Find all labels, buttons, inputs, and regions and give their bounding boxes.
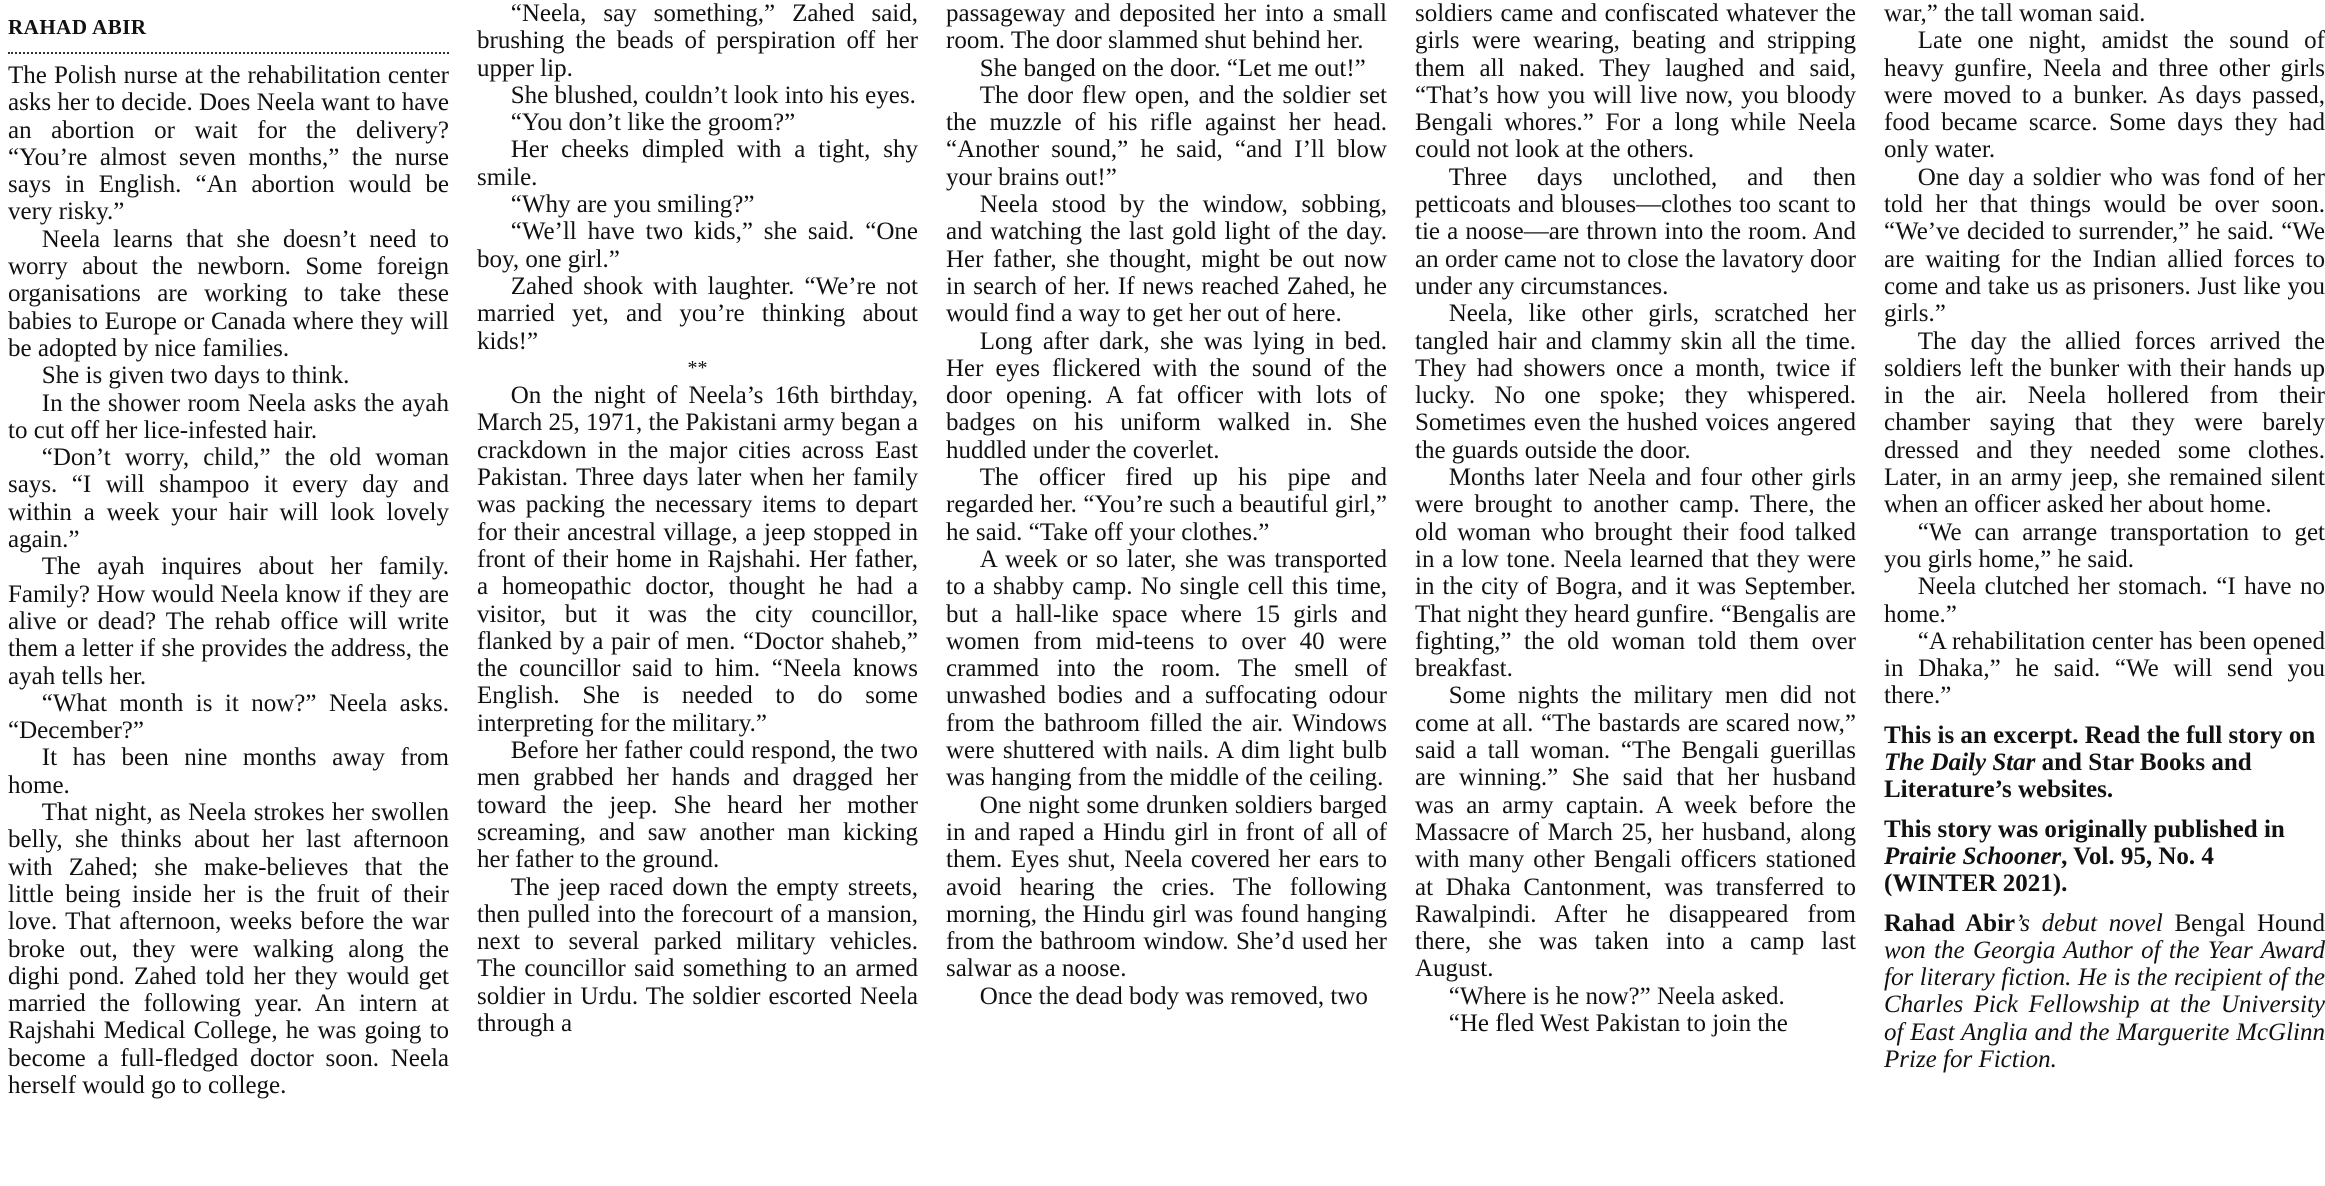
paragraph: It has been nine months away from home.	[8, 744, 449, 799]
paragraph: “He fled West Pakistan to join the	[1448, 1009, 1788, 1037]
column-3-body	[946, 0, 1387, 1010]
publication-note: This story was originally published in Prairie Schooner, Vol. 95, No. 4 (WINTER 2021).	[1884, 815, 2285, 898]
column-4	[1415, 0, 1856, 1186]
column-4-body	[1415, 0, 1856, 1037]
column-3	[946, 0, 1387, 1186]
article-page	[8, 0, 2325, 1186]
paragraph: The Polish nurse at the rehabilitation center asks her to decide. Does Neela want to have an abortion or wait for the delivery? “You’re almost seven months,” the nurse says in English. “An abortion would be very risky.”	[8, 62, 449, 226]
paragraph: The ayah inquires about her family. Family? How would Neela know if they are alive or dead? The rehab office will write them a letter if she provides the address, the ayah tells her.	[8, 553, 449, 690]
column-5-body	[1884, 0, 2325, 710]
paragraph: One day a soldier who was fond of her told her that things would be over soon. “We’ve decided to surrender,” he said. “We are waiting for the Indian allied forces to come and take us as prisoners. Just like you girls.”	[1884, 163, 2325, 328]
section-separator: **	[687, 356, 708, 379]
paragraph: Months later Neela and four other girls were brought to another camp. There, the old woman who brought their food talked in a low tone. Neela learned that they were in the city of Bogra, and it was September. That night they heard gunfire. “Bengalis are fighting,” the old woman told them over breakfast.	[1415, 464, 1856, 683]
paragraph: Some nights the military men did not come at all. “The bastards are scared now,” said a tall woman. “The Bengali guerillas are winning.” She said that her husband was an army captain. A week before the Massacre of March 25, her husband, along with many other Bengali officers stationed at Dhaka Cantonment, was transferred to Rawalpindi. After he disappeared from there, she was taken into a camp last August.	[1415, 682, 1856, 983]
column-2	[477, 0, 918, 1186]
column-2-body	[477, 0, 918, 1037]
paragraph: Long after dark, she was lying in bed. Her eyes flickered with the sound of the door opening. A fat officer with lots of badges on his uniform walked in. She huddled under the coverlet.	[946, 327, 1387, 464]
paragraph: war,” the tall woman said.	[1884, 0, 2146, 27]
paragraph: “Neela, say something,” Zahed said, brushing the beads of perspiration off her upper lip.	[477, 0, 918, 82]
paragraph: Neela stood by the window, sobbing, and watching the last gold light of the day. Her father, she thought, might be out now in search of her. If news reached Zahed, he would find a way to get her out of here.	[946, 191, 1387, 328]
paragraph: Zahed shook with laughter. “We’re not married yet, and you’re thinking about kids!”	[477, 272, 918, 355]
paragraph: Neela learns that she doesn’t need to worry about the newborn. Some foreign organisations are working to take these babies to Europe or Canada where they will be adopted by nice families.	[8, 225, 449, 362]
paragraph: “We’ll have two kids,” she said. “One boy, one girl.”	[477, 218, 918, 273]
paragraph: “A rehabilitation center has been opened in Dhaka,” he said. “We will send you there.”	[1884, 627, 2325, 710]
author-byline: RAHAD ABIR	[8, 0, 449, 54]
paragraph: “We can arrange transportation to get you girls home,” he said.	[1884, 518, 2325, 573]
paragraph: That night, as Neela strokes her swollen belly, she thinks about her last afternoon with Zahed; she make-believes that the little being inside her is the fruit of their love. That afternoon, weeks before the war broke out, they were walking along the dighi pond. Zahed told her they would get married the following year. An intern at Rajshahi Medical College, he was going to become a full-fledged doctor soon. Neela herself would go to college.	[8, 799, 449, 1099]
paragraph: “What month is it now?” Neela asks. “December?”	[8, 689, 449, 745]
column-1	[8, 0, 449, 1186]
paragraph: One night some drunken soldiers barged in and raped a Hindu girl in front of all of them. Eyes shut, Neela covered her ears to avoid hearing the cries. The following morning, the Hindu girl was found hanging from the bathroom window. She’d used her salwar as a noose.	[946, 791, 1387, 983]
paragraph: Before her father could respond, the two men grabbed her hands and dragged her toward the jeep. She heard her mother screaming, and saw another man kicking her father to the ground.	[477, 737, 918, 874]
paragraph: Neela clutched her stomach. “I have no home.”	[1884, 573, 2325, 628]
paragraph: Her cheeks dimpled with a tight, shy smile.	[477, 136, 918, 191]
paragraph: The officer fired up his pipe and regarded her. “You’re such a beautiful girl,” he said. “Take off your clothes.”	[946, 464, 1387, 546]
column-5	[1884, 0, 2325, 1186]
paragraph: She banged on the door. “Let me out!”	[979, 54, 1366, 82]
paragraph: She is given two days to think.	[41, 362, 350, 390]
paragraph: “You don’t like the groom?”	[510, 109, 796, 137]
paragraph: Late one night, amidst the sound of heavy gunfire, Neela and three other girls were moved to a bunker. As days passed, food became scarce. Some days they had only water.	[1884, 27, 2325, 164]
paragraph: The day the allied forces arrived the soldiers left the bunker with their hands up in the air. Neela hollered from their chamber saying that they were barely dressed and they needed some clothes. Later, in an army jeep, she remained silent when an officer asked her about home.	[1884, 327, 2325, 519]
paragraph: She blushed, couldn’t look into his eyes.	[510, 81, 916, 109]
paragraph: “Don’t worry, child,” the old woman says. “I will shampoo it every day and within a week your hair will look lovely again.”	[8, 444, 449, 554]
paragraph: “Where is he now?” Neela asked.	[1448, 982, 1785, 1010]
author-bio: Rahad Abir’s debut novel Bengal Hound won the Georgia Author of the Year Award for literary fiction. He is the recipient of the Charles Pick Fellowship at the University of East Anglia and the Marguerite McGlinn Prize for Fiction.	[1884, 909, 2325, 1073]
paragraph: Once the dead body was removed, two	[979, 982, 1368, 1010]
paragraph: Three days unclothed, and then petticoats and blouses—clothes too scant to tie a noose—are thrown into the room. And an order came not to close the lavatory door under any circumstances.	[1415, 163, 1856, 300]
excerpt-note: This is an excerpt. Read the full story on The Daily Star and Star Books and Literature’s websites.	[1884, 721, 2316, 804]
paragraph: On the night of Neela’s 16th birthday, March 25, 1971, the Pakistani army began a crackdown in the major cities across East Pakistan. Three days later when her family was packing the necessary items to depart for their ancestral village, a jeep stopped in front of their home in Rajshahi. Her father, a homeopathic doctor, thought he had a visitor, but it was the city councillor, flanked by a pair of men. “Doctor shaheb,” the councillor said to him. “Neela knows English. She is needed to do some interpreting for the military.”	[477, 382, 918, 737]
paragraph: A week or so later, she was transported to a shabby camp. No single cell this time, but a hall-like space where 15 girls and women from mid-teens to over 40 were crammed into the room. The smell of unwashed bodies and a suffocating odour from the bathroom filled the air. Windows were shuttered with nails. A dim light bulb was hanging from the middle of the ceiling.	[946, 545, 1387, 792]
paragraph: The door flew open, and the soldier set the muzzle of his rifle against her head. “Another sound,” he said, “and I’ll blow your brains out!”	[946, 81, 1387, 191]
paragraph: The jeep raced down the empty streets, then pulled into the forecourt of a mansion, next to several parked military vehicles. The councillor said something to an armed soldier in Urdu. The soldier escorted Neela through a	[477, 873, 918, 1037]
column-1-body	[8, 62, 449, 1099]
paragraph: passageway and deposited her into a small room. The door slammed shut behind her.	[946, 0, 1387, 55]
paragraph: “Why are you smiling?”	[510, 191, 755, 219]
paragraph: Neela, like other girls, scratched her tangled hair and clammy skin all the time. They had showers once a month, twice if lucky. No one spoke; they whispered. Sometimes even the hushed voices angered the guards outside the door.	[1415, 300, 1856, 464]
paragraph: In the shower room Neela asks the ayah to cut off her lice-infested hair.	[8, 389, 449, 444]
paragraph: soldiers came and confiscated whatever the girls were wearing, beating and stripping them all naked. They laughed and said, “That’s how you will live now, you bloody Bengali whores.” For a long while Neela could not look at the others.	[1415, 0, 1856, 164]
